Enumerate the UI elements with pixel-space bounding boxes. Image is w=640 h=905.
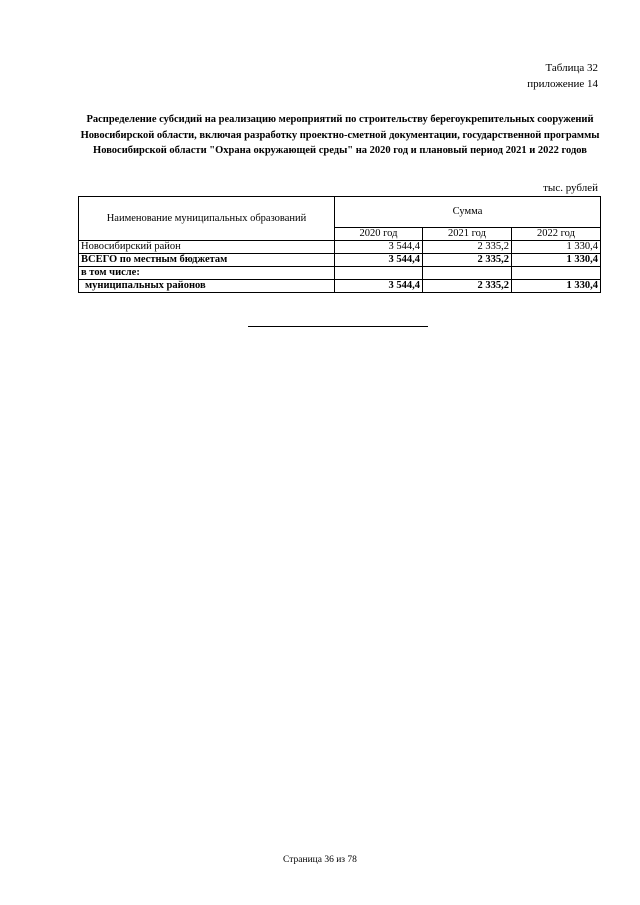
row-name: Новосибирский район [79, 241, 335, 254]
subsidy-table [78, 196, 601, 293]
row-value: 1 330,4 [512, 280, 601, 293]
row-name: ВСЕГО по местным бюджетам [79, 254, 335, 267]
row-value: 3 544,4 [335, 280, 423, 293]
row-value: 2 335,2 [423, 241, 512, 254]
page-footer: Страница 36 из 78 [283, 855, 357, 865]
column-header-sum: Сумма [335, 197, 601, 228]
row-value: 1 330,4 [512, 254, 601, 267]
table-reference [527, 60, 598, 92]
appendix-label: приложение 14 [527, 78, 598, 90]
table-row-subheading [79, 267, 601, 280]
row-value [423, 267, 512, 280]
column-header-year: 2020 год [335, 228, 423, 241]
row-name: муниципальных районов [79, 280, 335, 293]
row-value: 2 335,2 [423, 254, 512, 267]
table-row-total [79, 254, 601, 267]
row-name: в том числе: [79, 267, 335, 280]
row-value: 1 330,4 [512, 241, 601, 254]
row-value: 3 544,4 [335, 254, 423, 267]
separator-line [248, 326, 428, 327]
table-number-label: Таблица 32 [545, 62, 598, 74]
row-value [335, 267, 423, 280]
column-header-year: 2021 год [423, 228, 512, 241]
column-header-name: Наименование муниципальных образований [79, 197, 335, 241]
table-row [79, 241, 601, 254]
row-value: 3 544,4 [335, 241, 423, 254]
table-row [79, 280, 601, 293]
document-title: Распределение субсидий на реализацию мероприятий по строительству берегоукрепительных сооружений Новосибирской области, включая разработку проектно-сметной документации, государственной программы Новосибирской области "Охрана окружающей среды" на 2020 год и плановый период 2021 и 2022 годов [80, 114, 600, 156]
row-value [512, 267, 601, 280]
row-value: 2 335,2 [423, 280, 512, 293]
column-header-year: 2022 год [512, 228, 601, 241]
units-label: тыс. рублей [543, 182, 598, 194]
